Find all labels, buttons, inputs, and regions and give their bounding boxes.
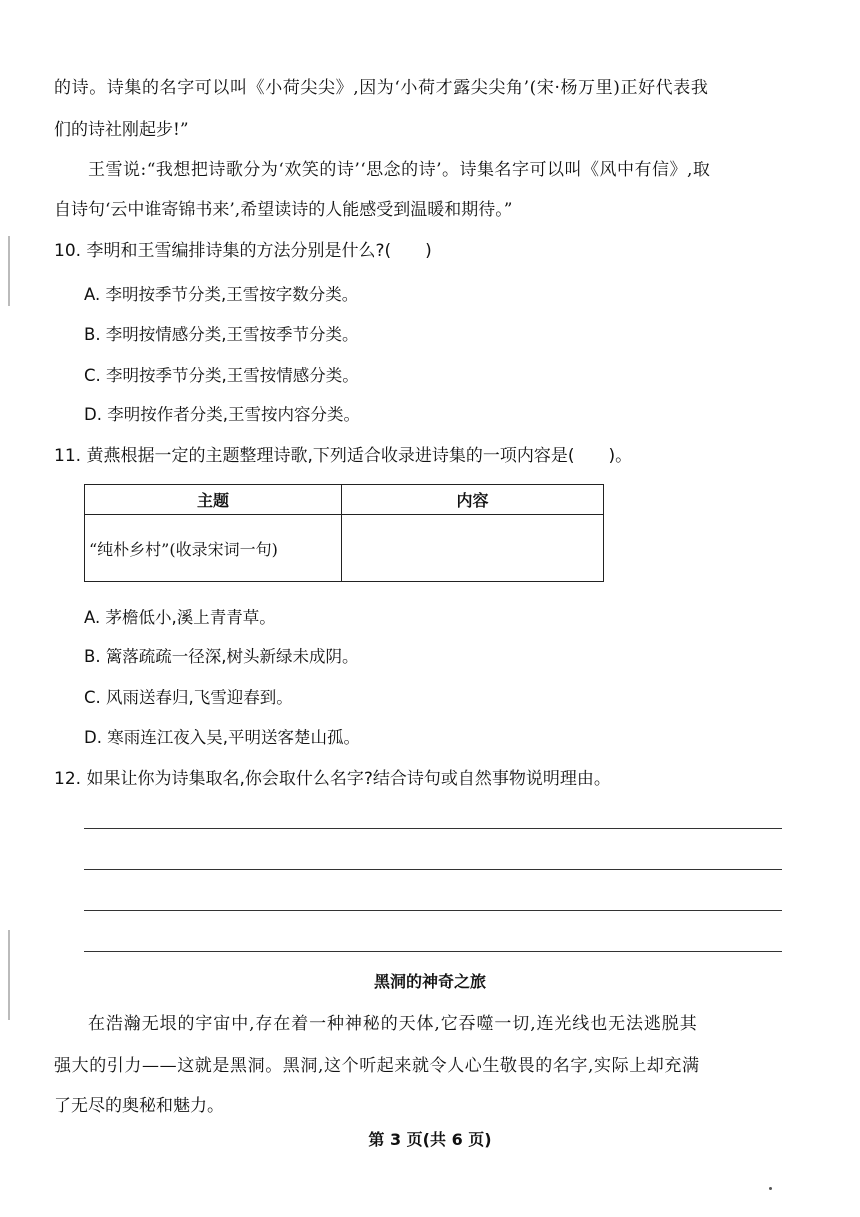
- scan-edge-mark: [8, 236, 10, 306]
- q11-option-b[interactable]: B. 篱落疏疏一径深,树头新绿未成阴。: [84, 647, 359, 666]
- q10-option-c[interactable]: C. 李明按季节分类,王雪按情感分类。: [84, 366, 359, 385]
- question-10-stem: 10. 李明和王雪编排诗集的方法分别是什么?( ): [54, 241, 432, 261]
- table-cell-content[interactable]: [342, 515, 604, 582]
- theme-content-table: [84, 484, 604, 582]
- table-header-content: 内容: [342, 485, 604, 515]
- answer-line[interactable]: [84, 910, 782, 911]
- page-number: 第 3 页(共 6 页): [368, 1130, 492, 1149]
- q10-option-d[interactable]: D. 李明按作者分类,王雪按内容分类。: [84, 405, 360, 424]
- question-11-stem: 11. 黄燕根据一定的主题整理诗歌,下列适合收录进诗集的一项内容是( )。: [54, 446, 633, 466]
- answer-line[interactable]: [84, 951, 782, 952]
- question-12-stem: 12. 如果让你为诗集取名,你会取什么名字?结合诗句或自然事物说明理由。: [54, 769, 611, 789]
- q10-option-b[interactable]: B. 李明按情感分类,王雪按季节分类。: [84, 325, 359, 344]
- table-cell-theme: “纯朴乡村”(收录宋词一句): [85, 515, 342, 582]
- passage-line: 自诗句‘云中谁寄锦书来’,希望读诗的人能感受到温暖和期待。”: [54, 200, 513, 220]
- passage-line: 王雪说:“我想把诗歌分为‘欢笑的诗’‘思念的诗’。诗集名字可以叫《风中有信》,取: [88, 160, 711, 180]
- passage-line: 的诗。诗集的名字可以叫《小荷尖尖》,因为‘小荷才露尖尖角’(宋·杨万里)正好代表我: [54, 78, 709, 98]
- answer-line[interactable]: [84, 828, 782, 829]
- q11-option-d[interactable]: D. 寒雨连江夜入吴,平明送客楚山孤。: [84, 728, 360, 747]
- article-line: 在浩瀚无垠的宇宙中,存在着一种神秘的天体,它吞噬一切,连光线也无法逃脱其: [88, 1014, 698, 1034]
- q11-option-c[interactable]: C. 风雨送春归,飞雪迎春到。: [84, 688, 293, 707]
- passage-line: 们的诗社刚起步!”: [54, 120, 189, 140]
- article-line: 强大的引力——这就是黑洞。黑洞,这个听起来就令人心生敬畏的名字,实际上却充满: [54, 1056, 700, 1076]
- answer-line[interactable]: [84, 869, 782, 870]
- article-title: 黑洞的神奇之旅: [373, 972, 486, 991]
- article-line: 了无尽的奥秘和魅力。: [54, 1096, 224, 1116]
- q11-option-a[interactable]: A. 茅檐低小,溪上青青草。: [84, 608, 276, 627]
- scan-speck: [769, 1187, 772, 1190]
- q10-option-a[interactable]: A. 李明按季节分类,王雪按字数分类。: [84, 285, 359, 304]
- table-header-theme: 主题: [85, 485, 342, 515]
